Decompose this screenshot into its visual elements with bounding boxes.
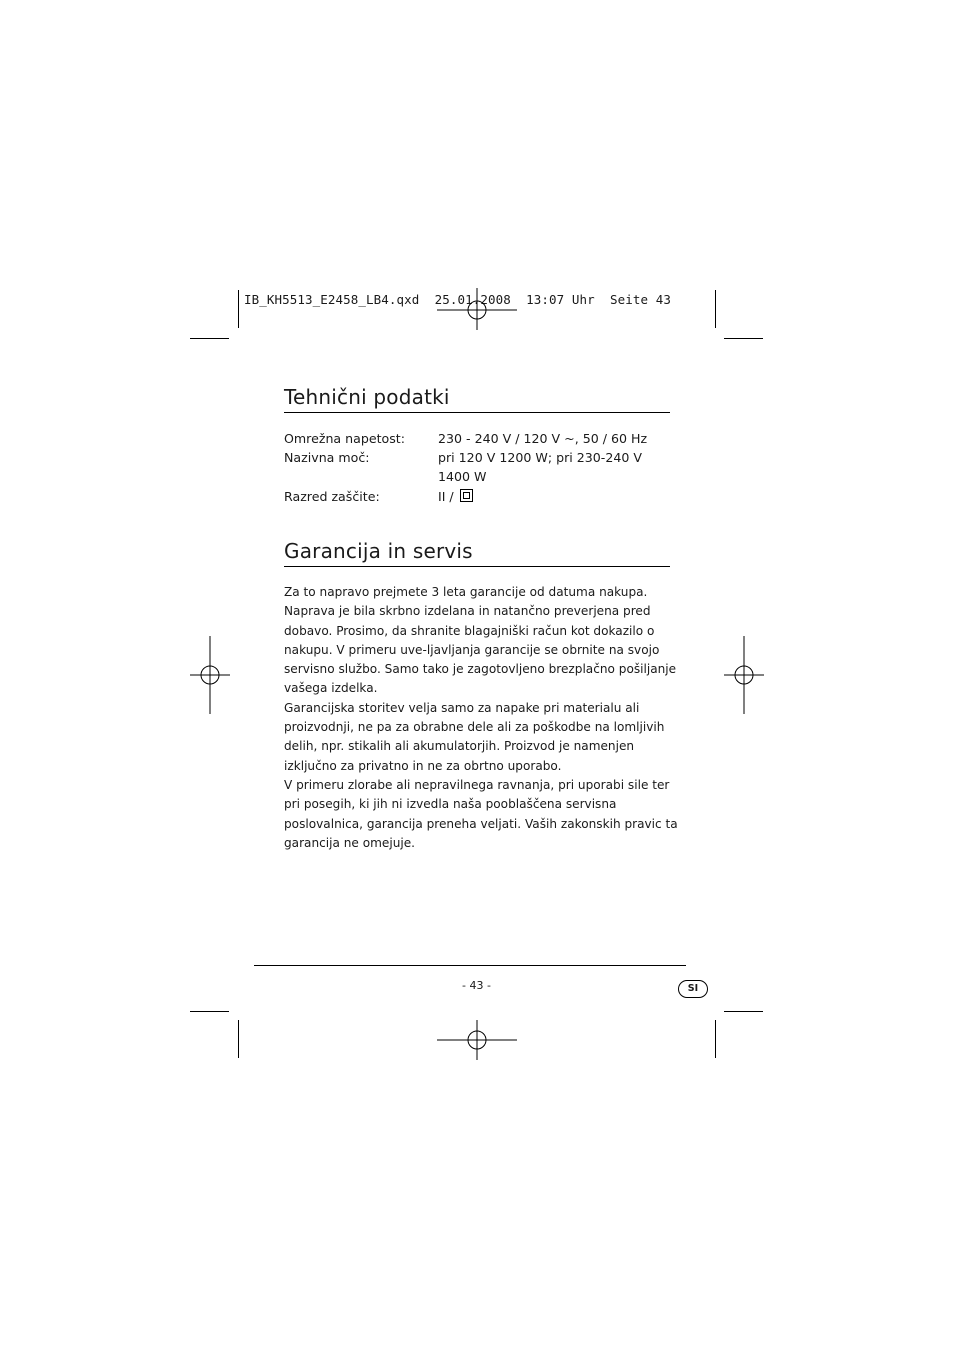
spec-value-protection-text: II / <box>438 489 454 504</box>
footer-divider <box>254 965 686 966</box>
language-badge: SI <box>678 980 708 998</box>
warranty-title: Garancija in servis <box>284 539 473 563</box>
spec-label-voltage: Omrežna napetost: <box>284 431 405 446</box>
warranty-body <box>284 583 684 853</box>
spec-label-protection: Razred zaščite: <box>284 489 380 504</box>
spec-value-protection <box>438 487 473 506</box>
crop-mark <box>715 1020 716 1058</box>
registration-mark-icon <box>437 1020 517 1060</box>
crop-mark <box>724 338 763 339</box>
section-divider <box>284 412 670 413</box>
crop-mark <box>190 1011 229 1012</box>
print-slug: IB_KH5513_E2458_LB4.qxd 25.01.2008 13:07 Uhr Seite 43 <box>244 292 672 307</box>
crop-mark <box>724 1011 763 1012</box>
crop-mark <box>190 338 229 339</box>
warranty-paragraph: Garancijska storitev velja samo za napake pri materialu ali proizvodnji, ne pa za obrabne dele ali za poškodbe na lomljivih delih, npr. stikalih ali akumulatorjih. Proizvod je namenjen izključno za privatno in ne za obrtno uporabo. <box>284 700 665 773</box>
page-number: - 43 - <box>462 979 491 992</box>
spec-label-power: Nazivna moč: <box>284 450 370 465</box>
protection-class-ii-icon <box>460 489 473 502</box>
technical-data-title: Tehnični podatki <box>284 385 450 409</box>
warranty-paragraph: V primeru zlorabe ali nepravilnega ravnanja, pri uporabi sile ter pri posegih, ki jih ni izvedla naša pooblaščena servisna poslovalnica, garancija preneha veljati. Vaših zakonskih pravic ta garancija ne omejuje. <box>284 777 678 850</box>
registration-mark-icon <box>724 636 764 714</box>
crop-mark <box>238 1020 239 1058</box>
spec-value-power-cont: 1400 W <box>438 469 487 484</box>
registration-mark-icon <box>190 636 230 714</box>
crop-mark <box>238 290 239 328</box>
registration-mark-icon <box>437 272 517 330</box>
crop-mark <box>715 290 716 328</box>
spec-value-power: pri 120 V 1200 W; pri 230-240 V <box>438 450 642 465</box>
section-divider <box>284 566 670 567</box>
warranty-paragraph: Za to napravo prejmete 3 leta garancije od datuma nakupa. Naprava je bila skrbno izdelana in natančno preverjena pred dobavo. Prosimo, da shranite blagajniški račun kot dokazilo o nakupu. V primeru uve-ljavljanja garancije se obrnite na svojo servisno službo. Samo tako je zagotovljeno brezplačno pošiljanje vašega izdelka. <box>284 585 677 696</box>
spec-value-voltage: 230 - 240 V / 120 V ~, 50 / 60 Hz <box>438 431 648 446</box>
